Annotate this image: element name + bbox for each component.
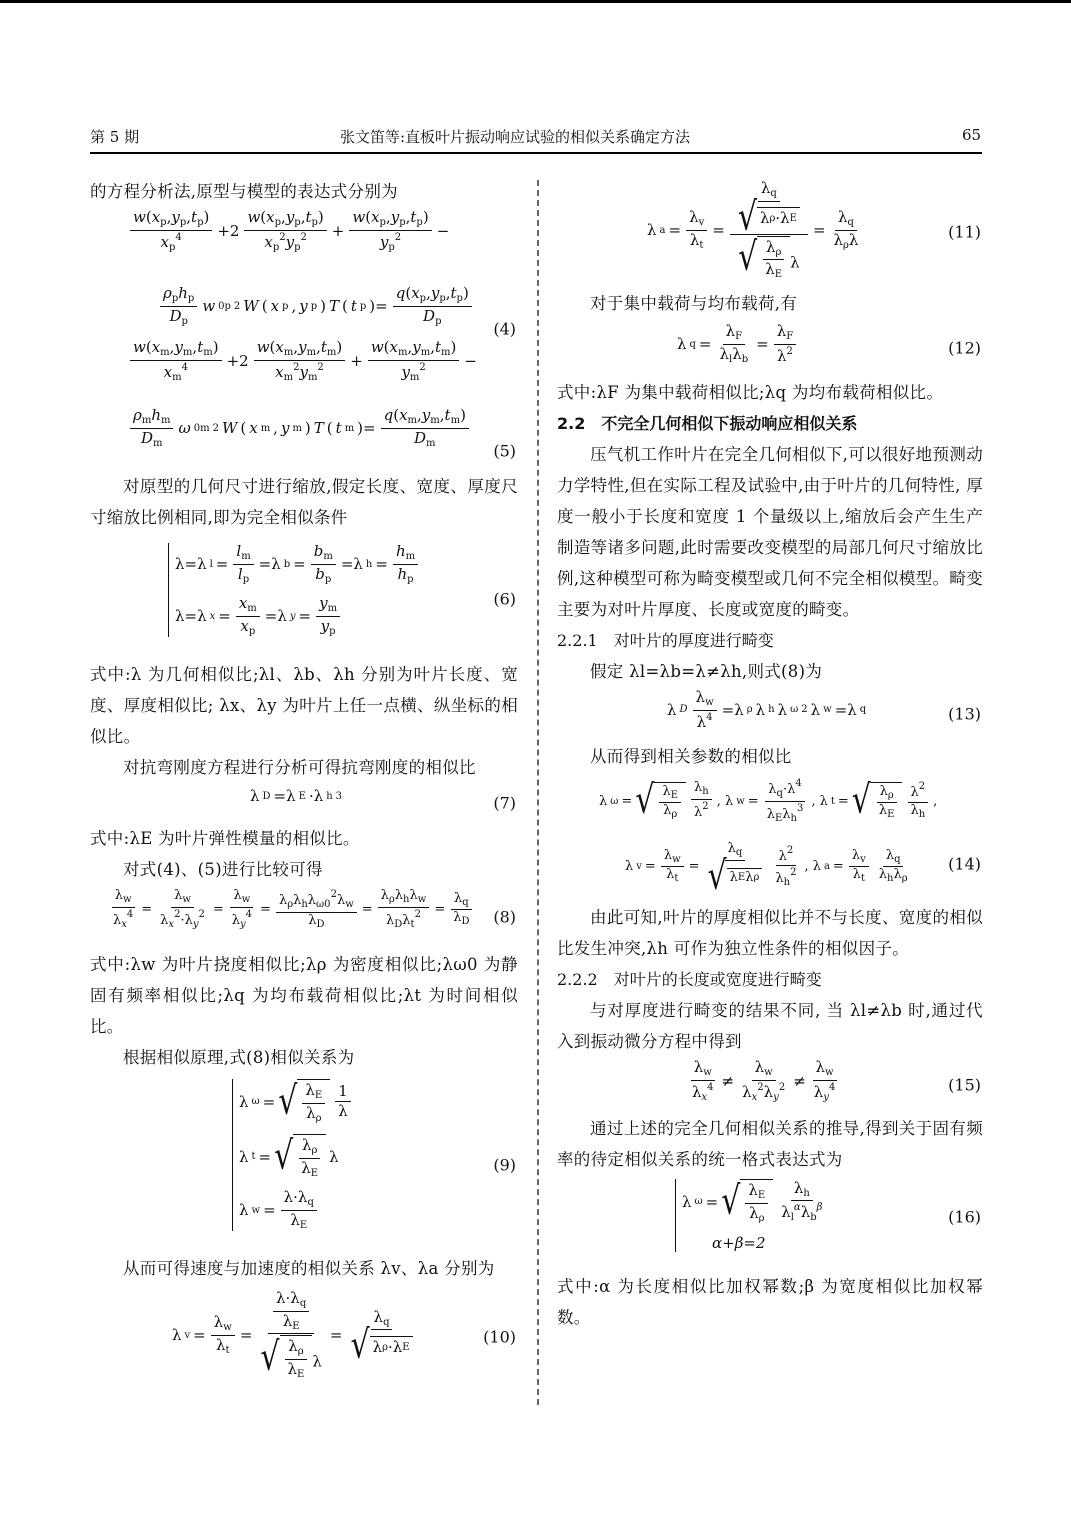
equation-10: λ v = $\frac{\lambda_w}{\lambda_t}$ = $\frac{\lambda\cdot\lambda_q}{\lambda_E}$ √ $\frac{\lambda_\rho}{\lambda_E}$ λ = $\lambda_q$ √ λ ρ ·λ E (10) <box>172 1289 516 1380</box>
paragraph-speed: 从而可得速度与加速度的相似关系 λv、λa 分别为 <box>123 1259 495 1278</box>
section-heading-2-2: 2.2 不完全几何相似下振动响应相似关系 <box>557 414 858 433</box>
paragraph-eq16-note: 式中:α 为长度相似比加权幂数;β 为宽度相似比加权幂数。 <box>557 1277 983 1327</box>
paragraph-unified: 通过上述的完全几何相似关系的推导,得到关于固有频率的待定相似关系的统一格式表达式为 <box>557 1119 983 1169</box>
equation-9-number: (9) <box>493 1155 516 1175</box>
equation-14: λ ω = √ $\frac{\lambda_E}{\lambda_\rho}$ $\frac{\lambda_h}{\lambda^2}$ , λ w = $\frac{\lambda_q\cdot\lambda^4}{\lambda_E\lambda_h^3}$ , λ t = √ $\frac{\lambda_\rho}{\lambda_E}$ $\frac{\lambda^2}{\lambda_h}$ , λ v = $\frac{\lambda_w}{\lambda_t}$ = $\lambda_q$ √ λ E λ ρ $\frac{\lambda^2}{\lambda_h^2}$ , λ a = $\frac{\lambda_v}{\lambda_t}$ $\frac{\lambda_q}{\lambda_h\lambda_\rho}$ (14) <box>599 777 981 899</box>
equation-6: λ=λ l = $\frac{l_m}{l_p}$ =λ b = $\frac{b_m}{b_p}$ =λ h = $\frac{h_m}{h_p}$ λ=λ x = $\frac{x_m}{x_p}$ =λ y = $\frac{y_m}{y_p}$ (6) <box>90 539 518 659</box>
equation-9: λ ω = √ $\frac{\lambda_E}{\lambda_\rho}$ $\frac{1}{\lambda}$ λ t = √ $\frac{\lambda_\rho}{\lambda_E}$ λ λ w = $\frac{\lambda\cdot\lambda_q}{\lambda_E}$ (9) <box>90 1077 518 1253</box>
issue-number: 第 5 期 <box>90 128 140 146</box>
left-column <box>90 176 518 1390</box>
section-heading-2-2-1: 2.2.1 对叶片的厚度进行畸变 <box>557 631 774 650</box>
equation-8-number: (8) <box>493 907 516 927</box>
paragraph-eq6-note: 式中:λ 为几何相似比;λl、λb、λh 分别为叶片长度、宽度、厚度相似比; λx、λy 为叶片上任一点横、纵坐标的相似比。 <box>90 665 518 746</box>
right-column <box>557 176 983 1333</box>
equation-5: $\frac{w(x_m,y_m,t_m)}{x_m^4}$ +2 $\frac{w(x_m,y_m,t_m)}{x_m^2y_m^2}$ + $\frac{w(x_m,y_m,t_m)}{y_m^2}$ − $\frac{\rho_mh_m}{D_m}$ ω 0m 2 W ( x m , y m ) T ( t m )= $\frac{q(x_m,y_m,t_m)}{D_m}$ (5) <box>90 339 518 471</box>
paragraph-eq8-note: 式中:λw 为叶片挠度相似比;λρ 为密度相似比;λω0 为静固有频率相似比;λq 为均布载荷相似比;λt 为时间相似比。 <box>90 955 518 1036</box>
equation-6-number: (6) <box>493 589 516 609</box>
paragraph-principle: 根据相似原理,式(8)相似关系为 <box>123 1048 355 1067</box>
equation-11-number: (11) <box>948 222 981 242</box>
paragraph-geometry: 对原型的几何尺寸进行缩放,假定长度、宽度、厚度尺寸缩放比例相同,即为完全相似条件 <box>90 477 518 527</box>
equation-16: λ ω = √ $\frac{\lambda_E}{\lambda_\rho}$ $\frac{\lambda_h}{\lambda_l^\alpha\lambda_b^\beta}$ α+β=2 (16) <box>557 1175 983 1271</box>
paragraph-length: 与对厚度进行畸变的结果不同, 当 λl≠λb 时,通过代入到振动微分方程中得到 <box>557 1001 983 1051</box>
paragraph-intro: 的方程分析法,原型与模型的表达式分别为 <box>90 182 398 201</box>
equation-8: $\frac{\lambda_w}{\lambda_x^4}$ = $\frac{\lambda_w}{\lambda_x^2\cdot\lambda_y^2}$ = $\frac{\lambda_w}{\lambda_y^4}$ = $\frac{\lambda_\rho\lambda_h\lambda_{\omega 0}^2\lambda_w}{\lambda_D}$ = $\frac{\lambda_\rho\lambda_h\lambda_w}{\lambda_D\lambda_t^2}$ = $\frac{\lambda_q}{\lambda_D}$ (8) <box>113 888 516 930</box>
equation-4-number: (4) <box>493 319 516 339</box>
equation-15: $\frac{\lambda_w}{\lambda_x^4}$ ≠ $\frac{\lambda_w}{\lambda_x^2\lambda_y^2}$ ≠ $\frac{\lambda_w}{\lambda_y^4}$ (15) <box>692 1058 981 1103</box>
paragraph-load: 对于集中载荷与均布载荷,有 <box>590 294 798 313</box>
equation-10-number: (10) <box>483 1327 516 1347</box>
equation-16-condition: α+β=2 <box>712 1234 766 1252</box>
top-rule <box>0 0 1071 3</box>
equation-7-number: (7) <box>493 793 516 813</box>
equation-12-number: (12) <box>948 338 981 358</box>
paragraph-compressor: 压气机工作叶片在完全几何相似下,可以很好地预测动力学特性,但在实际工程及试验中,由于叶片的几何特性, 厚度一般小于长度和宽度 1 个量级以上,缩放后会产生生产制造等诸多问题,此时需要改变模型的局部几何尺寸缩放比例,这种模型可称为畸变模型或几何不完全相似模型。畸变主要为对叶片厚度、长度或宽度的畸变。 <box>557 445 983 619</box>
paragraph-eq12-note: 式中:λF 为集中载荷相似比;λq 为均布载荷相似比。 <box>557 383 944 402</box>
section-heading-2-2-2: 2.2.2 对叶片的长度或宽度进行畸变 <box>557 970 822 989</box>
equation-7: λ D =λ E ·λ h 3 (7) <box>250 787 516 813</box>
paragraph-params: 从而得到相关参数的相似比 <box>590 747 792 766</box>
equation-13: λ D $\frac{\lambda_w}{\lambda^4}$ =λ ρ λ h λ ω 2 λ w =λ q (13) <box>667 688 981 731</box>
column-divider <box>537 180 539 1405</box>
equation-11: λ a = $\frac{\lambda_v}{\lambda_t}$ = $\lambda_q$ √ λ ρ ·λ E √ $\frac{\lambda_\rho}{\lambda_E}$ λ = $\frac{\lambda_q}{\lambda_\rho\lambda}$ (11) <box>647 179 981 281</box>
paragraph-compare: 对式(4)、(5)进行比较可得 <box>123 860 323 879</box>
equation-14-number: (14) <box>948 854 981 874</box>
paragraph-bending: 对抗弯刚度方程进行分析可得抗弯刚度的相似比 <box>123 758 476 777</box>
equation-4: $\frac{w(x_p,y_p,t_p)}{x_p^4}$ +2 $\frac{w(x_p,y_p,t_p)}{x_p^2y_p^2}$ + $\frac{w(x_p,y_p,t_p)}{y_p^2}$ − $\frac{\rho_ph_p}{D_p}$ w 0p 2 W ( x p , y p ) T ( t p )= $\frac{q(x_p,y_p,t_p)}{D_p}$ (4) <box>90 207 518 339</box>
equation-5-number: (5) <box>493 441 516 461</box>
paragraph-assume: 假定 λl=λb=λ≠λh,则式(8)为 <box>590 662 823 681</box>
equation-16-number: (16) <box>948 1207 981 1227</box>
equation-15-number: (15) <box>948 1075 981 1095</box>
equation-12: λ q = $\frac{\lambda_F}{\lambda_l\lambda_b}$ = $\frac{\lambda_F}{\lambda^2}$ (12) <box>677 322 981 365</box>
page-number: 65 <box>962 126 982 144</box>
running-title: 张文笛等:直板叶片振动响应试验的相似关系确定方法 <box>340 128 691 146</box>
equation-13-number: (13) <box>948 704 981 724</box>
paragraph-conclude: 由此可知,叶片的厚度相似比并不与长度、宽度的相似比发生冲突,λh 可作为独立性条件的相似因子。 <box>557 908 983 958</box>
header-rule <box>90 152 982 154</box>
paragraph-eq7-note: 式中:λE 为叶片弹性模量的相似比。 <box>90 829 360 848</box>
